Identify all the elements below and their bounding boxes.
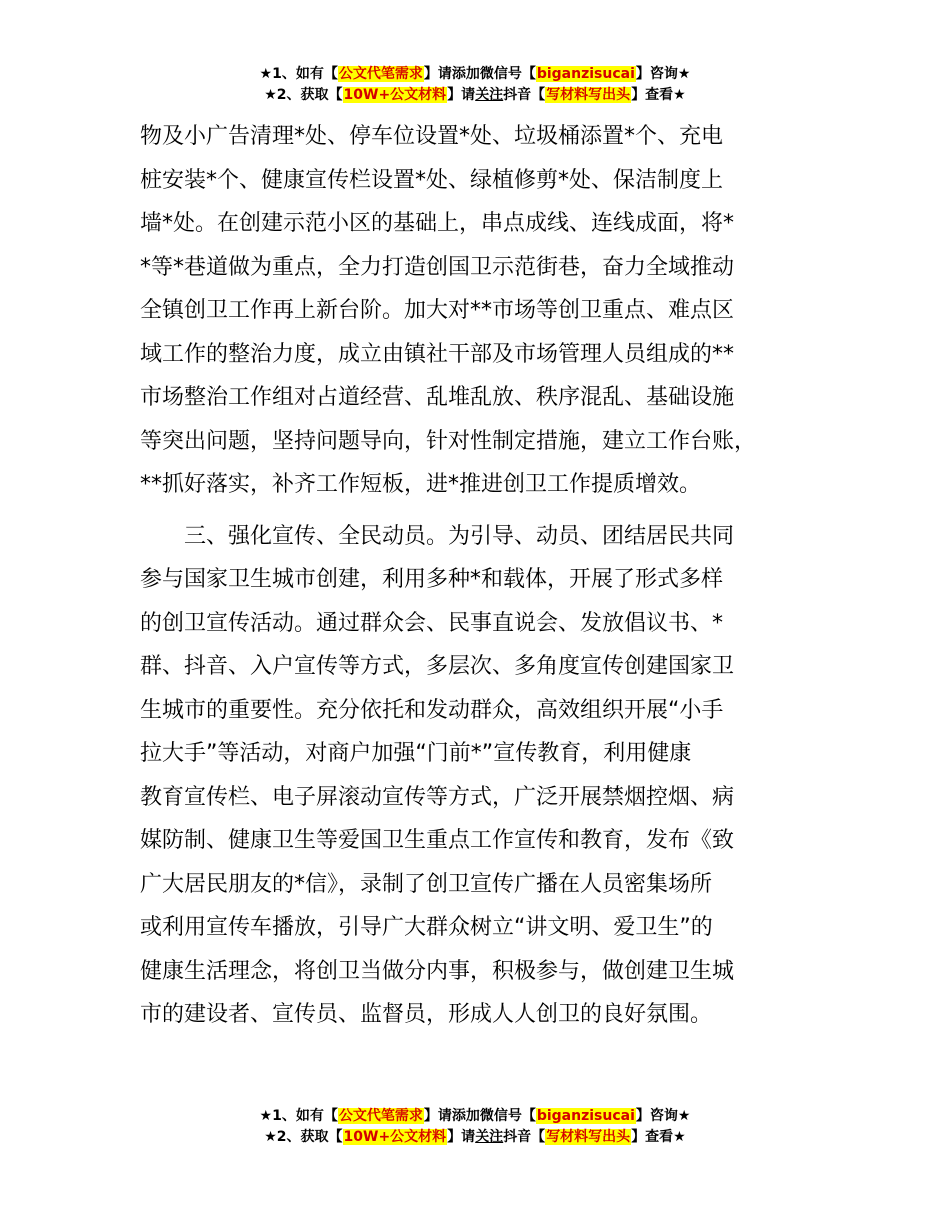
text-line: 群、抖音、入户宣传等方式，多层次、多角度宣传创建国家卫 [140, 654, 735, 679]
footer-highlight-ghostwriting: 公文代笔需求 [338, 1108, 423, 1124]
text-line: 生城市的重要性。充分依托和发动群众，高效组织开展“小手 [140, 697, 724, 723]
footer-line-1-suffix: 】咨询★ [635, 1108, 691, 1124]
footer-line-2-mid-b: 抖音【 [503, 1129, 546, 1145]
text-line: 教育宣传栏、电子屏滚动宣传等方式，广泛开展禁烟控烟、病 [140, 784, 735, 810]
paragraph-section-three [140, 515, 840, 1037]
header-line-1 [0, 64, 950, 85]
header-line-2-mid-b: 抖音【 [503, 87, 546, 103]
header-line-1-prefix: ★1、如有【 [259, 66, 338, 82]
text-line: 媒防制、健康卫生等爱国卫生重点工作宣传和教育，发布《致 [140, 828, 735, 853]
footer-underlined-follow: 关注 [475, 1129, 504, 1145]
text-line: 拉大手”等活动，对商户加强“门前*”宣传教育，利用健康 [140, 741, 692, 766]
header-highlight-materials: 10W+公文材料 [343, 87, 447, 103]
header-line-2-mid-a: 】请 [447, 87, 476, 103]
footer-line-2-prefix: ★2、获取【 [264, 1129, 343, 1145]
footer-highlight-douyin-account: 写材料写出头 [546, 1129, 631, 1145]
text-line: 广大居民朋友的*信》，录制了创卫宣传广播在人员密集场所 [140, 871, 713, 897]
paragraph-gap [140, 507, 840, 515]
text-line: 全镇创卫工作再上新台阶。加大对**市场等创卫重点、难点区 [140, 298, 735, 323]
header-line-1-mid: 】请添加微信号【 [423, 66, 536, 82]
text-line: 墙*处。在创建示范小区的基础上，串点成线、连线成面，将* [140, 211, 735, 236]
paragraph-continuation [140, 115, 840, 507]
text-line: **抓好落实，补齐工作短板，进*推进创卫工作提质增效。 [140, 472, 702, 497]
header-highlight-wechat-id: biganzisucai [536, 66, 635, 82]
document-body [140, 115, 840, 1037]
text-line: *等*巷道做为重点，全力打造创国卫示范街巷，奋力全域推动 [140, 254, 735, 280]
footer-highlight-wechat-id: biganzisucai [536, 1108, 635, 1124]
text-line: 域工作的整治力度，成立由镇社干部及市场管理人员组成的** [140, 341, 735, 367]
header-highlight-ghostwriting: 公文代笔需求 [338, 66, 423, 82]
text-line: 市场整治工作组对占道经营、乱堆乱放、秩序混乱、基础设施 [140, 385, 735, 410]
footer-line-2-mid-a: 】请 [447, 1129, 476, 1145]
footer-line-2-suffix: 】查看★ [631, 1129, 686, 1145]
text-line: 桩安装*个、健康宣传栏设置*处、绿植修剪*处、保洁制度上 [140, 167, 724, 193]
text-line: 市的建设者、宣传员、监督员，形成人人创卫的良好氛围。 [140, 1002, 713, 1027]
text-line: 健康生活理念，将创卫当做分内事，积极参与，做创建卫生城 [140, 958, 735, 984]
text-line: 物及小广告清理*处、停车位设置*处、垃圾桶添置*个、充电 [140, 124, 724, 149]
footer-line-1-mid: 】请添加微信号【 [423, 1108, 536, 1124]
header-underlined-follow: 关注 [475, 87, 504, 103]
footer-banner [0, 1106, 950, 1148]
text-line: 等突出问题，坚持问题导向，针对性制定措施，建立工作台账， [140, 428, 757, 454]
footer-line-1-prefix: ★1、如有【 [259, 1108, 338, 1124]
header-line-1-suffix: 】咨询★ [635, 66, 691, 82]
text-line-indented: 三、强化宣传、全民动员。为引导、动员、团结居民共同 [184, 523, 735, 549]
footer-highlight-materials: 10W+公文材料 [343, 1129, 447, 1145]
header-line-2 [0, 85, 950, 106]
footer-line-2 [0, 1127, 950, 1148]
text-line: 的创卫宣传活动。通过群众会、民事直说会、发放倡议书、* [140, 610, 724, 636]
text-line: 或利用宣传车播放，引导广大群众树立“讲文明、爱卫生”的 [140, 915, 713, 940]
header-line-2-suffix: 】查看★ [631, 87, 686, 103]
header-highlight-douyin-account: 写材料写出头 [546, 87, 631, 103]
footer-line-1 [0, 1106, 950, 1127]
text-line: 参与国家卫生城市创建，利用多种*和载体，开展了形式多样 [140, 567, 724, 592]
header-banner [0, 64, 950, 106]
header-line-2-prefix: ★2、获取【 [264, 87, 343, 103]
